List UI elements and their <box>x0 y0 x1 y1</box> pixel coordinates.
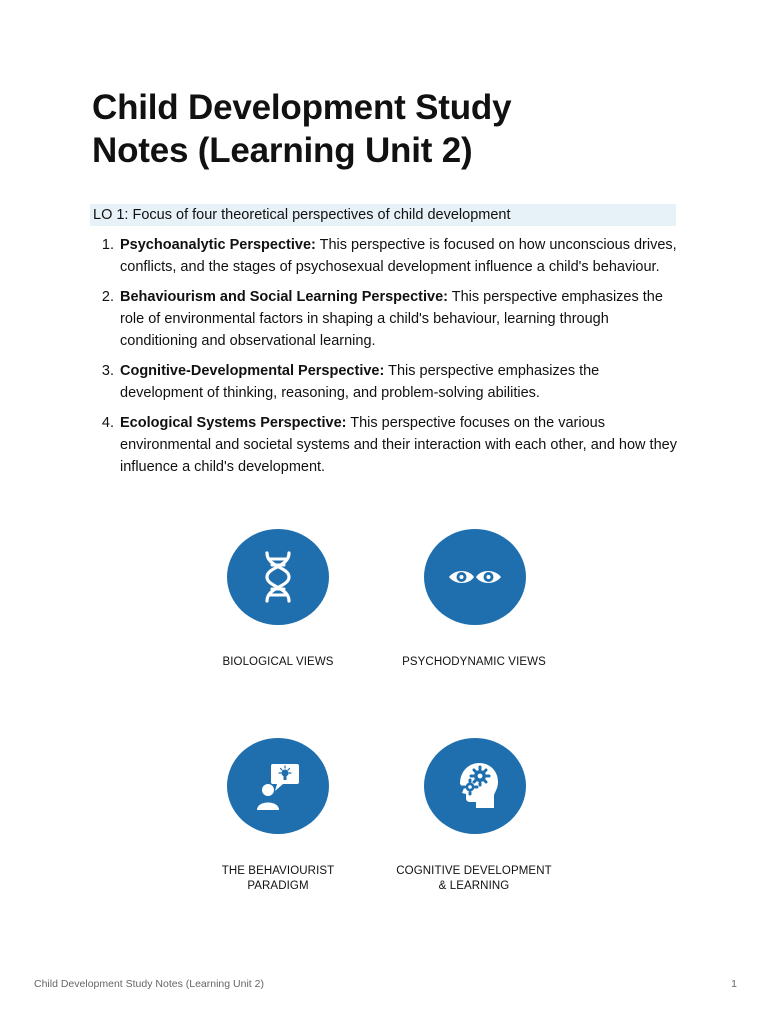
list-item-text: This perspective is focused on how unconscious drives, conflicts, and the stages of psychosexual development influence a child's behaviour. <box>120 237 677 275</box>
list-item-text: This perspective focuses on the various environmental and societal systems and their interaction with each other, and how they influence a child's development. <box>120 415 677 475</box>
cognitive-development-label <box>364 864 584 894</box>
behaviourist-paradigm-label <box>168 864 388 894</box>
list-item <box>92 412 682 478</box>
perspective-list <box>92 234 682 486</box>
behaviourist-paradigm-circle <box>227 738 329 834</box>
list-item <box>92 286 682 352</box>
behaviourist-label-line2: PARADIGM <box>247 880 309 892</box>
list-item-text: This perspective emphasizes the role of environmental factors in shaping a child's behaviour, learning through conditioning and observational learning. <box>120 289 663 349</box>
cognitive-development-circle <box>424 738 526 834</box>
list-item-body <box>120 360 682 404</box>
biological-views-circle <box>227 529 329 625</box>
list-item-body <box>120 286 682 352</box>
list-item-number: 2. <box>101 289 114 305</box>
list-item-number: 4. <box>101 415 114 431</box>
biological-views-label: BIOLOGICAL VIEWS <box>222 656 334 668</box>
learning-outcome-banner: LO 1: Focus of four theoretical perspectives of child development <box>90 204 676 226</box>
list-item-number: 3. <box>101 363 114 379</box>
page-title-line1: Child Development Study <box>92 88 512 127</box>
list-item-heading: Psychoanalytic Perspective: <box>120 237 316 253</box>
footer-page-number: 1 <box>731 978 737 990</box>
list-item-body <box>120 412 682 478</box>
dna-icon <box>227 529 329 625</box>
list-item-heading: Behaviourism and Social Learning Perspective: <box>120 289 448 305</box>
speech-bubble-person-icon <box>227 738 329 834</box>
list-item-text: This perspective emphasizes the development of thinking, reasoning, and problem-solving abilities. <box>120 363 600 401</box>
list-item-body <box>120 234 682 278</box>
list-item-number: 1. <box>101 237 114 253</box>
list-item-heading: Cognitive-Developmental Perspective: <box>120 363 385 379</box>
page-title <box>92 86 652 172</box>
psychodynamic-views-circle <box>424 529 526 625</box>
cognitive-label-line1: COGNITIVE DEVELOPMENT <box>396 865 552 877</box>
list-item <box>92 234 682 278</box>
behaviourist-label-line1: THE BEHAVIOURIST <box>221 865 335 877</box>
list-item <box>92 360 682 404</box>
page-title-line2: Notes (Learning Unit 2) <box>92 131 473 170</box>
eyes-icon <box>424 529 526 625</box>
cognitive-label-line2: & LEARNING <box>438 880 510 892</box>
gear-head-icon <box>424 738 526 834</box>
footer-title: Child Development Study Notes (Learning Unit 2) <box>34 978 264 990</box>
psychodynamic-views-label: PSYCHODYNAMIC VIEWS <box>402 656 546 668</box>
list-item-heading: Ecological Systems Perspective: <box>120 415 347 431</box>
